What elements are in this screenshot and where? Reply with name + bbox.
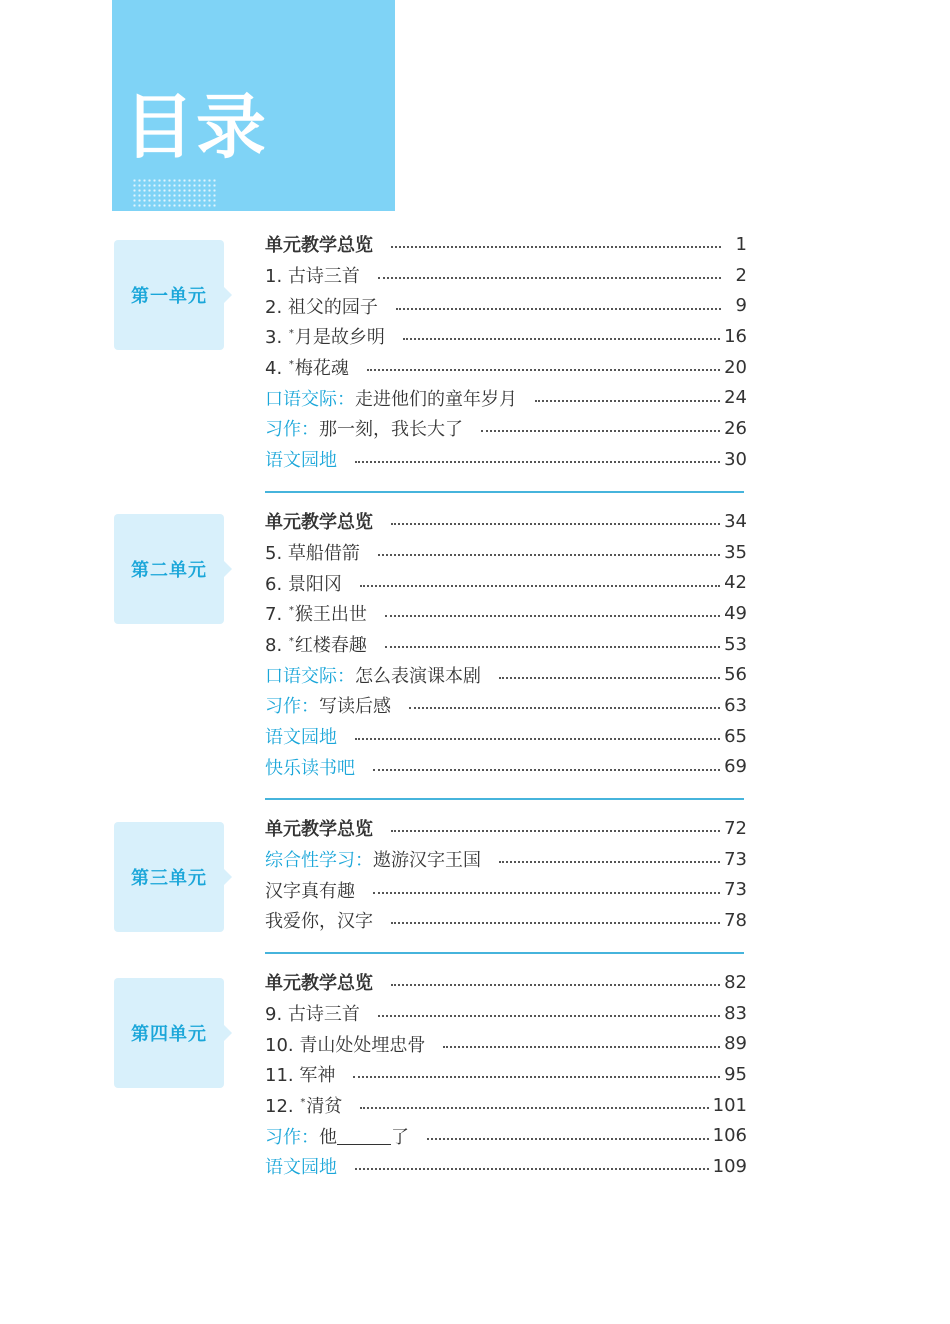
dot-leader xyxy=(378,1015,720,1017)
toc-entry[interactable] xyxy=(265,260,747,291)
dot-leader xyxy=(355,1168,709,1170)
entry-title: 走进他们的童年岁月 xyxy=(355,388,517,410)
entry-number: 12. xyxy=(265,1096,300,1118)
unit-divider xyxy=(265,491,744,493)
toc-entry[interactable] xyxy=(265,1028,747,1059)
entry-category: 习作： xyxy=(265,1126,319,1148)
entry-title: 单元教学总览 xyxy=(265,819,373,841)
dot-leader xyxy=(353,1076,720,1078)
entry-title: 景阳冈 xyxy=(287,573,342,595)
toc-entry-label xyxy=(265,1092,360,1118)
page-number: 106 xyxy=(712,1125,747,1147)
toc-entry[interactable] xyxy=(265,1151,747,1182)
entry-category: 语文园地 xyxy=(265,1157,337,1179)
entry-category: 习作： xyxy=(265,419,319,441)
toc-entry-label xyxy=(265,570,360,596)
entry-title: 汉字真有趣 xyxy=(265,880,355,902)
entry-number: 5. xyxy=(265,543,288,565)
toc-entry-label xyxy=(265,293,396,319)
entry-title: 清贫 xyxy=(306,1096,343,1118)
entry-number: 6. xyxy=(265,573,288,595)
dot-leader xyxy=(391,523,720,525)
toc-entry-label xyxy=(265,1031,443,1057)
toc-entry-label xyxy=(265,262,378,288)
toc-entry[interactable] xyxy=(265,321,747,352)
toc-entry-label xyxy=(265,415,481,441)
toc-entry-label xyxy=(265,446,355,472)
dot-leader xyxy=(367,369,720,371)
page-number: 2 xyxy=(735,264,747,286)
toc-entry-label xyxy=(265,508,391,534)
dot-leader xyxy=(499,861,720,863)
unit-divider xyxy=(265,798,744,800)
dot-leader xyxy=(385,615,720,617)
toc-entry-label xyxy=(265,631,385,657)
toc-entry-label xyxy=(265,969,391,995)
toc-entry-label xyxy=(265,692,409,718)
entry-title: 古诗三首 xyxy=(287,266,360,288)
page-number: 53 xyxy=(724,633,747,655)
dot-leader xyxy=(396,308,721,310)
toc-entry[interactable] xyxy=(265,905,747,936)
entry-number: 2. xyxy=(265,296,288,318)
entry-category: 口语交际： xyxy=(265,665,355,687)
entry-star-mark: * xyxy=(288,636,294,648)
toc-entry[interactable] xyxy=(265,874,747,905)
toc-entry[interactable] xyxy=(265,413,747,444)
toc-entry-label xyxy=(265,1123,427,1149)
toc-entry[interactable] xyxy=(265,444,747,475)
toc-entry-label xyxy=(265,723,355,749)
unit-tab-2: 第二单元 xyxy=(114,514,224,624)
page-number: 49 xyxy=(724,602,747,624)
dot-leader xyxy=(391,830,720,832)
toc-entry-label xyxy=(265,1153,355,1179)
toc-entry[interactable] xyxy=(265,967,747,998)
page-number: 20 xyxy=(724,356,747,378)
dot-leader xyxy=(378,554,720,556)
entry-title: 单元教学总览 xyxy=(265,512,373,534)
entry-number: 4. xyxy=(265,358,288,380)
toc-entry[interactable] xyxy=(265,567,747,598)
toc-entry-label xyxy=(265,385,535,411)
dot-leader xyxy=(427,1138,709,1140)
toc-entry[interactable] xyxy=(265,690,747,721)
page-number: 35 xyxy=(724,541,747,563)
toc-entry[interactable] xyxy=(265,382,747,413)
dot-leader xyxy=(403,338,720,340)
entry-star-mark: * xyxy=(288,359,294,371)
entry-number: 3. xyxy=(265,327,288,349)
dot-leader xyxy=(378,277,721,279)
entry-title: 梅花魂 xyxy=(294,358,349,380)
toc-entry-label xyxy=(265,754,373,780)
unit-4-entries xyxy=(265,967,747,1182)
toc-entry-label xyxy=(265,1000,378,1026)
toc-entry[interactable] xyxy=(265,813,747,844)
page-number: 56 xyxy=(724,664,747,686)
page-number: 16 xyxy=(724,325,747,347)
toc-entry-label xyxy=(265,846,499,872)
dot-leader xyxy=(360,585,720,587)
unit-1-entries xyxy=(265,229,747,475)
dot-leader xyxy=(391,984,720,986)
entry-title: 单元教学总览 xyxy=(265,235,373,257)
toc-entry-label xyxy=(265,539,378,565)
decorative-dot-grid xyxy=(132,178,216,208)
toc-entry-label xyxy=(265,323,403,349)
dot-leader xyxy=(391,922,720,924)
entry-title: 月是故乡明 xyxy=(294,327,385,349)
unit-tab-4: 第四单元 xyxy=(114,978,224,1088)
page-number: 69 xyxy=(724,756,747,778)
entry-category: 语文园地 xyxy=(265,450,337,472)
page-number: 65 xyxy=(724,725,747,747)
page-number: 83 xyxy=(724,1002,747,1024)
page-number: 63 xyxy=(724,694,747,716)
dot-leader xyxy=(481,430,720,432)
toc-entry-label xyxy=(265,815,391,841)
page-number: 34 xyxy=(724,510,747,532)
entry-category: 快乐读书吧 xyxy=(265,757,355,779)
entry-title: 怎么表演课本剧 xyxy=(355,665,481,687)
toc-entry-label xyxy=(265,600,385,626)
entry-number: 7. xyxy=(265,604,288,626)
dot-leader xyxy=(385,646,720,648)
toc-entry[interactable] xyxy=(265,506,747,537)
entry-title: 我爱你，汉字 xyxy=(265,911,373,933)
entry-star-mark: * xyxy=(288,328,294,340)
toc-entry[interactable] xyxy=(265,352,747,383)
entry-number: 11. xyxy=(265,1065,300,1087)
entry-category: 语文园地 xyxy=(265,727,337,749)
dot-leader xyxy=(355,461,720,463)
page-number: 95 xyxy=(724,1063,747,1085)
page-number: 9 xyxy=(735,295,747,317)
toc-entry[interactable] xyxy=(265,537,747,568)
entry-title: 古诗三首 xyxy=(287,1004,360,1026)
page-number: 72 xyxy=(724,817,747,839)
entry-title-suffix: 了 xyxy=(391,1126,409,1148)
entry-title: 写读后感 xyxy=(319,696,391,718)
entry-title: 猴王出世 xyxy=(294,604,367,626)
entry-blank-line xyxy=(337,1128,391,1145)
toc-entry[interactable] xyxy=(265,229,747,260)
toc-entry[interactable] xyxy=(265,721,747,752)
entry-title: 红楼春趣 xyxy=(294,635,367,657)
entry-title: 他 xyxy=(319,1126,337,1148)
page-number: 26 xyxy=(724,417,747,439)
toc-entry-label xyxy=(265,662,499,688)
toc-entry-label xyxy=(265,1061,353,1087)
entry-title: 单元教学总览 xyxy=(265,973,373,995)
page-number: 73 xyxy=(724,879,747,901)
page-number: 101 xyxy=(712,1094,747,1116)
dot-leader xyxy=(373,769,720,771)
toc-entry[interactable] xyxy=(265,629,747,660)
entry-title: 军神 xyxy=(299,1065,336,1087)
entry-number: 1. xyxy=(265,266,288,288)
unit-3-entries xyxy=(265,813,747,936)
entry-title: 祖父的园子 xyxy=(287,296,378,318)
page-number: 73 xyxy=(724,848,747,870)
entry-title: 青山处处埋忠骨 xyxy=(299,1034,426,1056)
entry-title: 草船借箭 xyxy=(287,543,360,565)
entry-category: 习作： xyxy=(265,696,319,718)
page-number: 42 xyxy=(724,572,747,594)
toc-entry[interactable] xyxy=(265,752,747,783)
page-number: 82 xyxy=(724,971,747,993)
entry-title: 遨游汉字王国 xyxy=(373,850,481,872)
toc-entry[interactable] xyxy=(265,1059,747,1090)
unit-2-entries xyxy=(265,506,747,782)
dot-leader xyxy=(355,738,720,740)
toc-entry[interactable] xyxy=(265,1090,747,1121)
unit-tab-3: 第三单元 xyxy=(114,822,224,932)
toc-entry[interactable] xyxy=(265,290,747,321)
toc-entry[interactable] xyxy=(265,844,747,875)
dot-leader xyxy=(535,400,720,402)
dot-leader xyxy=(373,892,720,894)
dot-leader xyxy=(409,707,720,709)
page-number: 109 xyxy=(712,1155,747,1177)
toc-entry[interactable] xyxy=(265,998,747,1029)
entry-number: 10. xyxy=(265,1034,300,1056)
entry-number: 8. xyxy=(265,635,288,657)
entry-number: 9. xyxy=(265,1004,288,1026)
unit-tab-1: 第一单元 xyxy=(114,240,224,350)
entry-category: 口语交际： xyxy=(265,388,355,410)
entry-category: 综合性学习： xyxy=(265,850,373,872)
toc-entry-label xyxy=(265,877,373,903)
toc-entry[interactable] xyxy=(265,598,747,629)
page-number: 78 xyxy=(724,909,747,931)
unit-divider xyxy=(265,952,744,954)
page-number: 89 xyxy=(724,1033,747,1055)
toc-entry-label xyxy=(265,354,367,380)
page-number: 24 xyxy=(724,387,747,409)
dot-leader xyxy=(499,677,720,679)
toc-entry[interactable] xyxy=(265,1120,747,1151)
entry-star-mark: * xyxy=(300,1097,306,1109)
page-title: 目录 xyxy=(124,86,268,168)
toc-entry-label xyxy=(265,231,391,257)
dot-leader xyxy=(391,246,721,248)
dot-leader xyxy=(360,1107,708,1109)
toc-entry-label xyxy=(265,907,391,933)
entry-star-mark: * xyxy=(288,605,294,617)
page-number: 30 xyxy=(724,448,747,470)
dot-leader xyxy=(443,1046,720,1048)
entry-title: 那一刻，我长大了 xyxy=(319,419,463,441)
toc-entry[interactable] xyxy=(265,659,747,690)
page-number: 1 xyxy=(735,233,747,255)
